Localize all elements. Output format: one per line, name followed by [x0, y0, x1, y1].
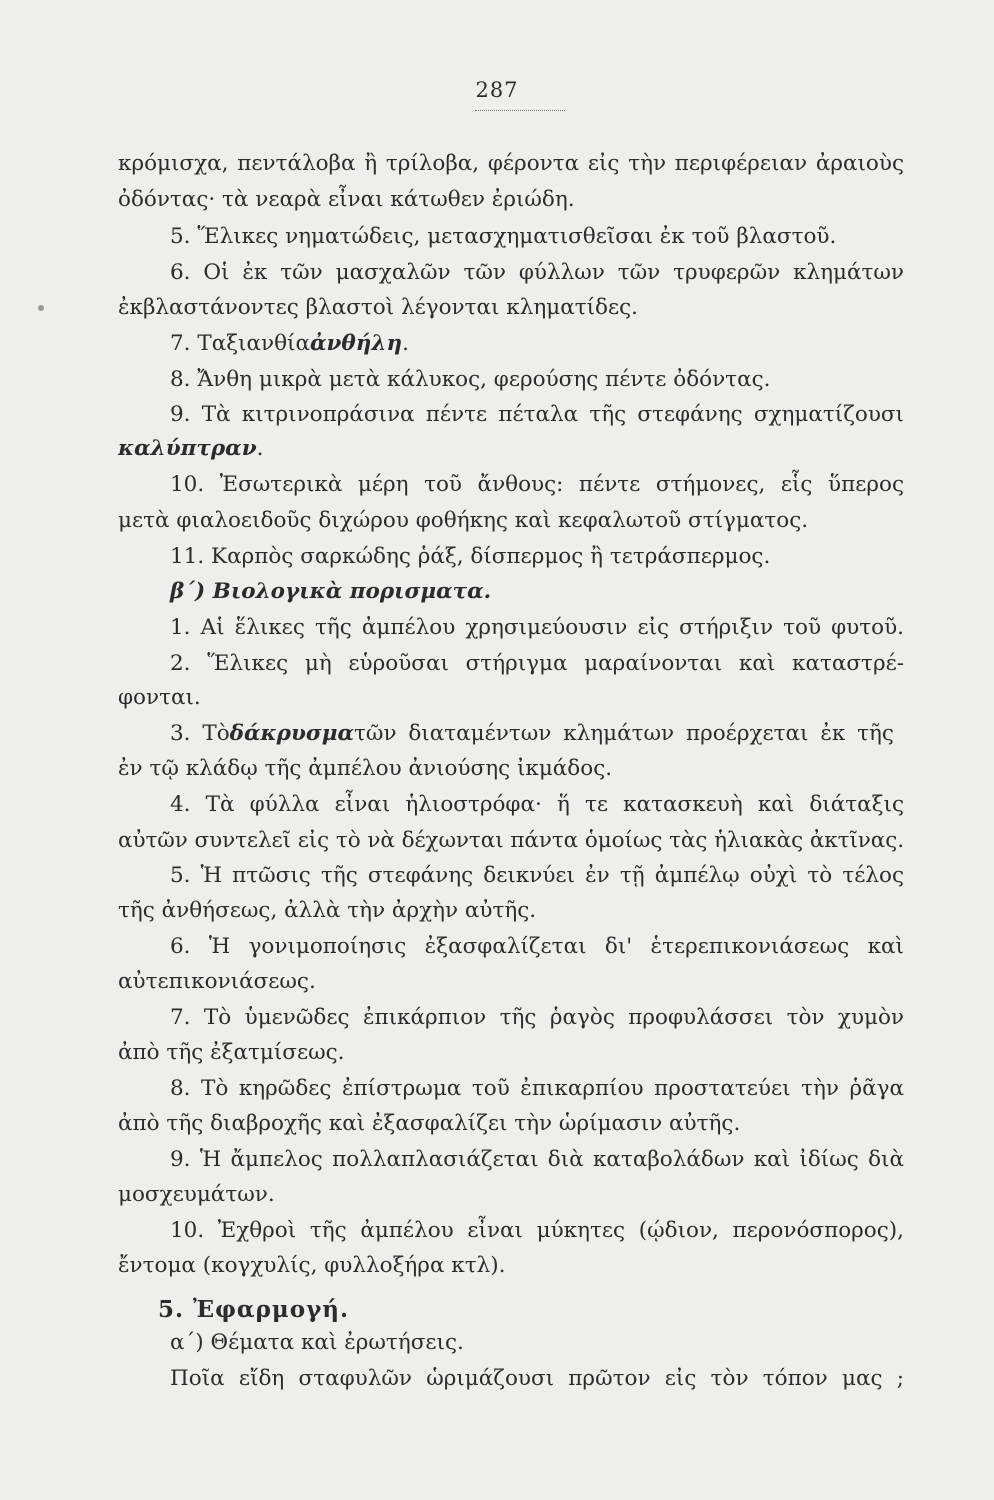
text-line: ἔντομα (κογχυλίς, φυλλοξήρα κτλ). — [118, 1253, 506, 1278]
text-line: 4. Τὰ φύλλα εἶναι ἡλιοστρόφα· ἥ τε κατασκευὴ καὶ διάταξις — [170, 792, 904, 817]
text-line: 8. Τὸ κηρῶδες ἐπίστρωμα τοῦ ἐπικαρπίου προστατεύει τὴν ῥᾶγα — [170, 1076, 904, 1101]
text-line: 7. Τὸ ὑμενῶδες ἐπικάρπιον τῆς ῥαγὸς προφυλάσσει τὸν χυμὸν — [170, 1005, 904, 1030]
text-line: 6. Οἱ ἐκ τῶν μασχαλῶν τῶν φύλλων τῶν τρυφερῶν κλημάτων — [170, 260, 904, 285]
text-line: 7. Ταξιανθίαἀνθήλη. — [170, 331, 409, 356]
text-line: ἐν τῷ κλάδῳ τῆς ἀμπέλου ἀνιούσης ἰκμάδος. — [118, 756, 613, 781]
text-line: 10. Ἐχθροὶ τῆς ἀμπέλου εἶναι μύκητες (ῴδιον, περονόσπορος), — [170, 1218, 904, 1243]
text-line: 11. Καρπὸς σαρκώδης ῥάξ, δίσπερμος ἢ τετράσπερμος. — [170, 544, 771, 569]
text-line: καλύπτραν. — [118, 436, 264, 461]
text-line: 5. Ἡ πτῶσις τῆς στεφάνης δεικνύει ἐν τῇ ἀμπέλῳ οὐχὶ τὸ τέλος — [170, 863, 904, 888]
text-line: ἀπὸ τῆς ἐξατμίσεως. — [118, 1040, 345, 1065]
margin-dot — [38, 305, 44, 311]
text-line: αὐτεπικονιάσεως. — [118, 969, 316, 994]
text-line: μοσχευμάτων. — [118, 1182, 275, 1207]
text-line: ἀπὸ τῆς διαβροχῆς καὶ ἐξασφαλίζει τὴν ὡρίμασιν αὐτῆς. — [118, 1111, 741, 1136]
text-line: αὐτῶν συντελεῖ εἰς τὸ νὰ δέχωνται πάντα ὁμοίως τὰς ἡλιακὰς ἀκτῖνας. — [118, 828, 904, 853]
section-heading: 5. Ἐφαρμογή. — [158, 1296, 350, 1323]
text-line: Ποῖα εἴδη σταφυλῶν ὡριμάζουσι πρῶτον εἰς τὸν τόπον μας ; — [170, 1366, 904, 1391]
text-line: 8. Ἄνθη μικρὰ μετὰ κάλυκος, φερούσης πέντε ὀδόντας. — [170, 367, 771, 392]
text-line: 9. Τὰ κιτρινοπράσινα πέντε πέταλα τῆς στεφάνης σχηματίζουσι — [170, 402, 904, 427]
text-line: 10. Ἐσωτερικὰ μέρη τοῦ ἄνθους: πέντε στήμονες, εἷς ὕπερος — [170, 472, 904, 497]
text-line: φονται. — [118, 685, 201, 710]
text-line: ἐκβλαστάνοντες βλαστοὶ λέγονται κληματίδες. — [118, 295, 639, 320]
page-number: 287 — [475, 78, 519, 102]
text-line: 1. Αἱ ἕλικες τῆς ἀμπέλου χρησιμεύουσιν εἰς στήριξιν τοῦ φυτοῦ. — [170, 615, 904, 640]
text-line: τῆς ἀνθήσεως, ἀλλὰ τὴν ἀρχὴν αὐτῆς. — [118, 898, 537, 923]
text-line: 6. Ἡ γονιμοποίησις ἐξασφαλίζεται δι' ἑτερεπικονιάσεως καὶ — [170, 934, 904, 959]
text-line: α΄) Θέματα καὶ ἐρωτήσεις. — [170, 1330, 464, 1355]
text-line: 2. Ἕλικες μὴ εὑροῦσαι στήριγμα μαραίνονται καὶ καταστρέ- — [170, 651, 904, 676]
text-line: ὀδόντας· τὰ νεαρὰ εἶναι κάτωθεν ἐριώδη. — [118, 187, 575, 212]
text-line: 9. Ἡ ἄμπελος πολλαπλασιάζεται διὰ καταβολάδων καὶ ἰδίως διὰ — [170, 1147, 904, 1172]
text-line: 3. Τὸδάκρυσματῶν διαταμέντων κλημάτων προέρχεται ἐκ τῆς — [170, 721, 894, 746]
text-line: κρόμισχα, πεντάλοβα ἢ τρίλοβα, φέροντα εἰς τὴν περιφέρειαν ἀραιοὺς — [118, 151, 904, 176]
section-subheading: β΄) Βιολογικὰ πορισματα. — [170, 579, 492, 604]
page-number-rule — [475, 110, 565, 111]
text-line: μετὰ φιαλοειδοῦς διχώρου φοθήκης καὶ κεφαλωτοῦ στίγματος. — [118, 508, 809, 533]
text-line: 5. Ἕλικες νηματώδεις, μετασχηματισθεῖσαι ἐκ τοῦ βλαστοῦ. — [170, 224, 837, 249]
